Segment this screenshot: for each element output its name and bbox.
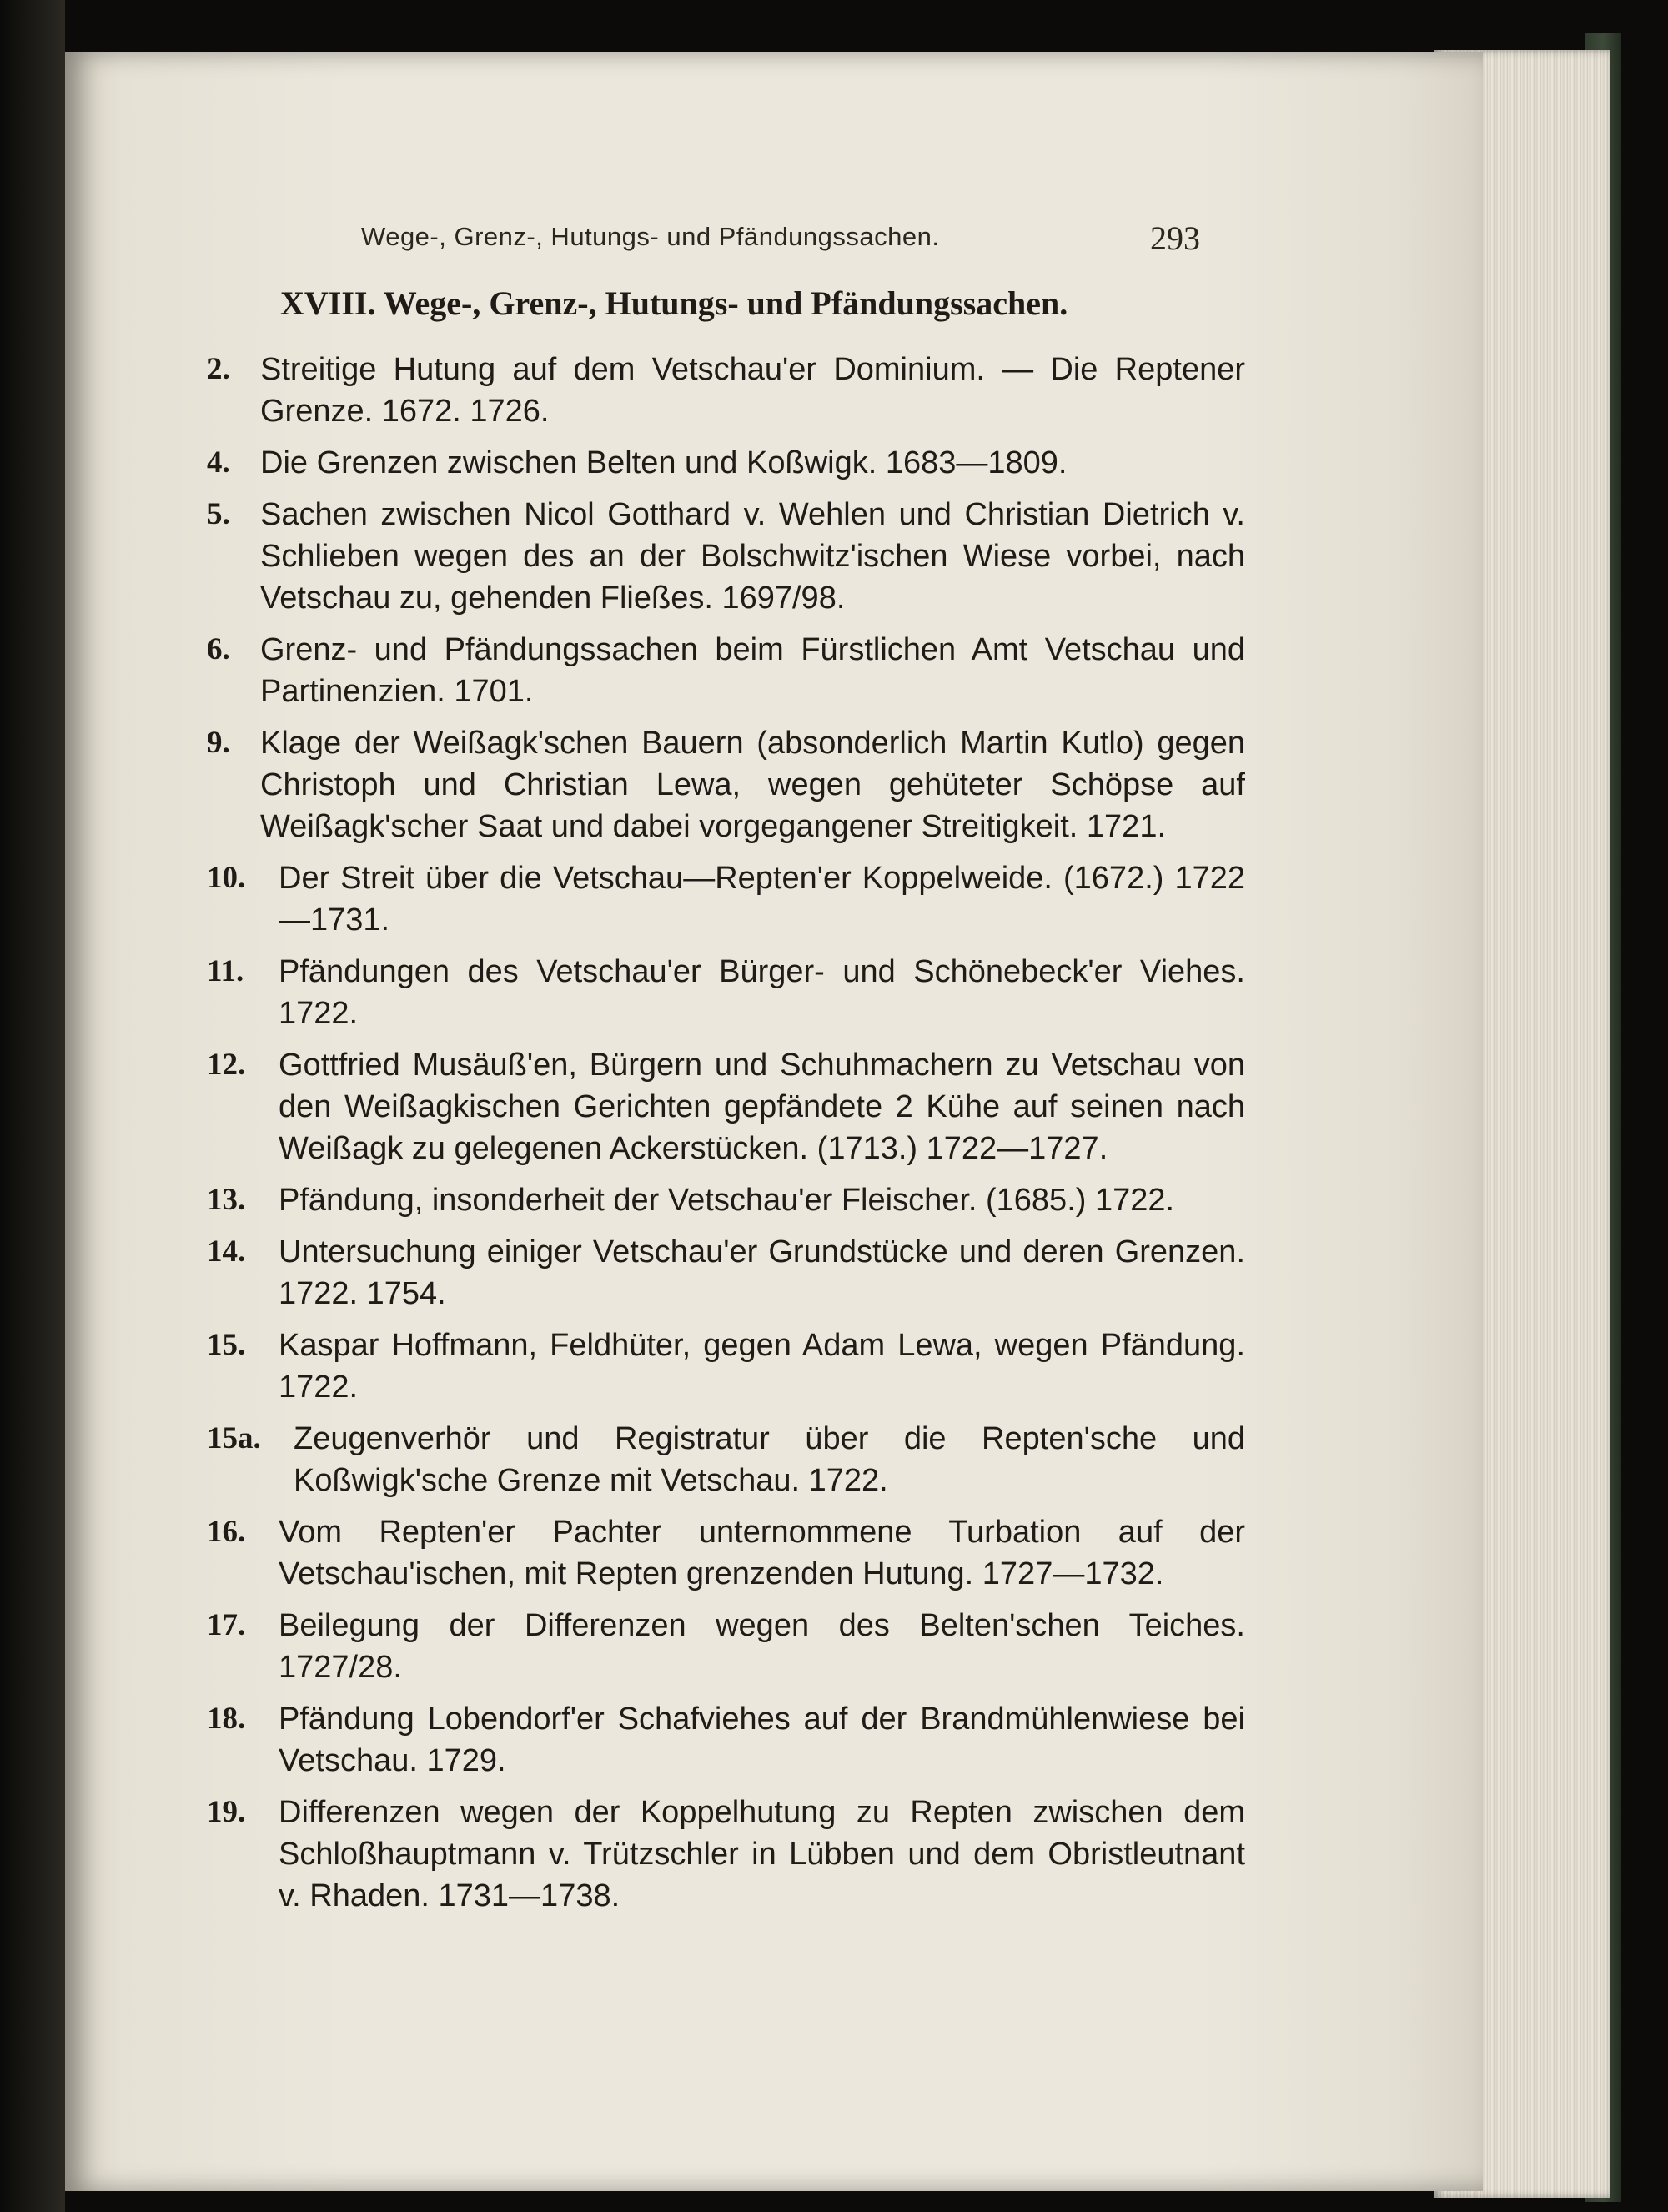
- entry-text: Untersuchung einiger Vetschau'er Grundstücke und deren Grenzen. 1722. 1754.: [279, 1234, 1245, 1311]
- entry-number: 2.: [207, 352, 230, 386]
- entry-text: Beilegung der Differenzen wegen des Belten'schen Teiches. 1727/28.: [279, 1608, 1245, 1685]
- entry-number: 10.: [207, 861, 246, 895]
- entry-text: Grenz- und Pfändungssachen beim Fürstlichen Amt Vetschau und Partinenzien. 1701.: [260, 632, 1245, 709]
- entry-4: [207, 442, 1245, 484]
- entry-text: Pfändung Lobendorf'er Schafviehes auf der Brandmühlenwiese bei Vetschau. 1729.: [279, 1702, 1245, 1778]
- entry-text: Der Streit über die Vetschau—Repten'er Koppelweide. (1672.) 1722—1731.: [279, 861, 1245, 938]
- entry-11: [207, 951, 1245, 1034]
- entry-number: 18.: [207, 1702, 246, 1736]
- entry-number: 17.: [207, 1608, 246, 1642]
- entry-text: Sachen zwischen Nicol Gotthard v. Wehlen und Christian Dietrich v. Schlieben wegen des an der Bolschwitz'ischen Wiese vorbei, nach Vetschau zu, gehenden Fließes. 1697/98.: [260, 497, 1245, 616]
- entry-text: Streitige Hutung auf dem Vetschau'er Dominium. — Die Reptener Grenze. 1672. 1726.: [260, 352, 1245, 429]
- entry-text: Pfändung, insonderheit der Vetschau'er Fleischer. (1685.) 1722.: [279, 1183, 1175, 1218]
- entry-text: Klage der Weißagk'schen Bauern (absonderlich Martin Kutlo) gegen Christoph und Christian Lewa, wegen gehüteter Schöpse auf Weißagk'scher Saat und dabei vorgegangener Streitigkeit. 1721.: [260, 726, 1245, 844]
- entry-text: Gottfried Musäuß'en, Bürgern und Schuhmachern zu Vetschau von den Weißagkischen Gerichten gepfändete 2 Kühe auf seinen nach Weißagk zu gelegenen Ackerstücken. (1713.) 1722—1727.: [279, 1048, 1245, 1166]
- running-title: Wege-, Grenz-, Hutungs- und Pfändungssachen.: [361, 222, 940, 251]
- entry-text: Zeugenverhör und Registratur über die Repten'sche und Koßwigk'sche Grenze mit Vetschau. 1722.: [294, 1421, 1245, 1498]
- entry-12: [207, 1044, 1245, 1169]
- entry-19: [207, 1792, 1245, 1917]
- entry-16: [207, 1511, 1245, 1595]
- entry-number: 11.: [207, 954, 244, 988]
- entry-number: 15.: [207, 1328, 246, 1362]
- page-number: 293: [1150, 219, 1200, 257]
- running-head: [0, 219, 1668, 257]
- entry-text: Kaspar Hoffmann, Feldhüter, gegen Adam Lewa, wegen Pfändung. 1722.: [279, 1328, 1245, 1405]
- section-heading: XVIII. Wege-, Grenz-, Hutungs- und Pfändungssachen.: [280, 284, 1068, 322]
- entry-list: [207, 349, 1245, 1927]
- entry-number: 14.: [207, 1234, 246, 1269]
- entry-17: [207, 1605, 1245, 1688]
- entry-6: [207, 629, 1245, 712]
- entry-text: Die Grenzen zwischen Belten und Koßwigk. 1683—1809.: [260, 445, 1068, 480]
- entry-number: 13.: [207, 1183, 246, 1217]
- entry-number: 15a.: [207, 1421, 261, 1455]
- entry-9: [207, 722, 1245, 847]
- entry-5: [207, 494, 1245, 619]
- entry-number: 9.: [207, 726, 230, 760]
- book-spine: [0, 0, 65, 2212]
- entry-14: [207, 1231, 1245, 1315]
- entry-text: Vom Repten'er Pachter unternommene Turbation auf der Vetschau'ischen, mit Repten grenzenden Hutung. 1727—1732.: [279, 1515, 1245, 1591]
- entry-2: [207, 349, 1245, 432]
- entry-number: 5.: [207, 497, 230, 531]
- entry-number: 4.: [207, 445, 230, 480]
- entry-text: Pfändungen des Vetschau'er Bürger- und Schönebeck'er Viehes. 1722.: [279, 954, 1245, 1031]
- entry-number: 6.: [207, 632, 230, 666]
- entry-10: [207, 857, 1245, 941]
- entry-18: [207, 1698, 1245, 1782]
- entry-text: Differenzen wegen der Koppelhutung zu Repten zwischen dem Schloßhauptmann v. Trützschler in Lübben und dem Obristleutnant v. Rhaden. 1731—1738.: [279, 1795, 1245, 1913]
- entry-15: [207, 1325, 1245, 1408]
- entry-number: 12.: [207, 1048, 246, 1082]
- entry-13: [207, 1179, 1245, 1221]
- entry-number: 16.: [207, 1515, 246, 1549]
- entry-number: 19.: [207, 1795, 246, 1829]
- entry-15a: [207, 1418, 1245, 1501]
